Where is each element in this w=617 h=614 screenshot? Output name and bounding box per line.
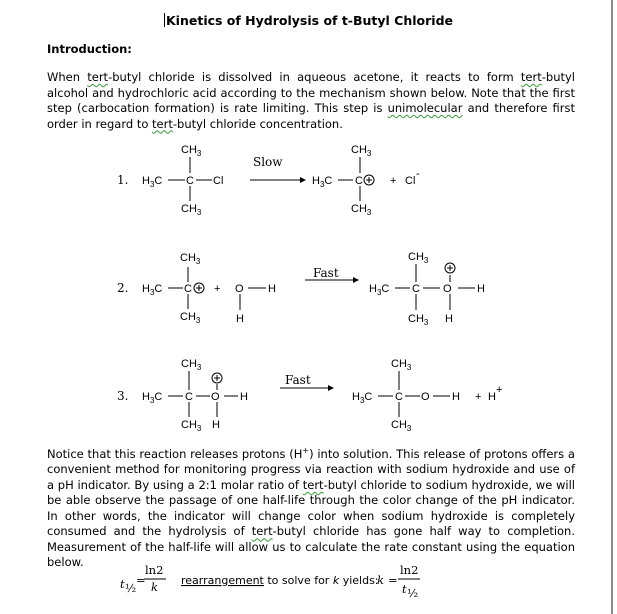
r1-condition: Slow: [253, 155, 283, 169]
svg-text:C: C: [355, 175, 363, 187]
svg-text:CH3: $CH_3$: [180, 252, 201, 266]
svg-text:C: C: [395, 391, 403, 403]
svg-text:H3C: $H_3C$: [142, 391, 163, 405]
svg-text:CH3: $CH_3$: [181, 358, 202, 372]
svg-text:O: O: [211, 391, 220, 403]
text-cursor: [164, 13, 165, 27]
svg-text:=: =: [388, 573, 398, 587]
svg-text:ln2: ln2: [145, 563, 164, 577]
svg-text:H: H: [236, 313, 244, 325]
svg-text:O: O: [421, 391, 430, 403]
svg-text:Cl: Cl: [405, 175, 416, 187]
svg-text:k: k: [377, 573, 384, 587]
reaction-3-number: 3.: [117, 389, 129, 403]
svg-text:H: H: [240, 391, 248, 403]
svg-text:+: +: [475, 391, 482, 403]
svg-text:k: k: [151, 580, 158, 594]
svg-text:C: C: [186, 175, 194, 187]
svg-text:rearrangement to solve for k y: rearrangement to solve for k yields:: [181, 574, 379, 587]
reaction-2-number: 2.: [117, 281, 129, 295]
discussion-paragraph: Notice that this reaction releases protons (H+) into solution. This release of protons offers a convenient method for monitoring progress via reaction with sodium hydroxide and use of a pH indicator. By using a 2:1 molar ratio of tert-butyl chloride to sodium hydroxide, we will be able observe the passage of one half-life through the color change of the pH indicator. In other words, the indicator will change color when sodium hydroxide is completely consumed and the hydrolysis of tert-butyl chloride has gone half way to completion. Measurement of the half-life will allow us to calculate the rate constant using the equation below.: [47, 446, 576, 570]
introduction-heading: Introduction:: [47, 42, 132, 56]
svg-text:C: C: [185, 391, 193, 403]
svg-text:H: H: [488, 391, 496, 403]
svg-text:CH3: $CH_3$: [408, 251, 429, 265]
svg-text:C: C: [412, 283, 420, 295]
reaction-1-number: 1.: [117, 173, 129, 187]
r2-condition: Fast: [313, 266, 339, 280]
svg-text:-: -: [416, 168, 420, 180]
svg-text:H: H: [445, 313, 453, 325]
svg-text:O: O: [443, 283, 452, 295]
reaction-mechanism: [0, 130, 617, 435]
svg-text:+: +: [496, 384, 503, 396]
title-text: Kinetics of Hydrolysis of t-Butyl Chloride: [166, 13, 453, 28]
svg-text:Cl: Cl: [213, 175, 224, 187]
svg-text:t: t: [402, 582, 407, 596]
svg-text:O: O: [235, 283, 244, 295]
svg-text:+: +: [214, 283, 221, 295]
svg-text:CH3: $CH_3$: [391, 419, 412, 433]
svg-text:H3C: $H_3C$: [312, 175, 333, 189]
svg-text:½: ½: [407, 586, 419, 600]
svg-text:H: H: [212, 419, 220, 431]
svg-text:H: H: [452, 391, 460, 403]
svg-text:CH3: $CH_3$: [351, 203, 372, 217]
svg-text:½: ½: [125, 581, 137, 595]
svg-text:CH3: $CH_3$: [181, 419, 202, 433]
svg-text:H3C: $H_3C$: [352, 391, 373, 405]
svg-text:=: =: [136, 573, 146, 587]
svg-text:t: t: [120, 577, 125, 591]
r3-condition: Fast: [285, 373, 311, 387]
svg-text:CH3: $CH_3$: [181, 203, 202, 217]
svg-text:H: H: [477, 283, 485, 295]
svg-text:H3C: $H_3C$: [142, 283, 163, 297]
svg-text:+: +: [390, 175, 397, 187]
svg-text:H3C: $H_3C$: [369, 283, 390, 297]
svg-text:CH3: $CH_3$: [180, 311, 201, 325]
svg-text:H: H: [268, 283, 276, 295]
svg-text:CH3: $CH_3$: [408, 313, 429, 327]
document-title: [0, 13, 617, 28]
svg-text:CH3: $CH_3$: [391, 358, 412, 372]
introduction-paragraph: When tert-butyl chloride is dissolved in aqueous acetone, it reacts to form tert-butyl alcohol and hydrochloric acid according to the mechanism shown below. Note that the first step (carbocation formation) is rate limiting. This step is unimolecular and therefore first order in regard to tert-butyl chloride concentration.: [47, 70, 576, 131]
svg-text:C: C: [184, 283, 192, 295]
svg-text:CH3: $CH_3$: [351, 144, 372, 158]
r1-reactant-left: $H_3C$: [142, 175, 163, 189]
svg-text:CH3: $CH_3$: [181, 144, 202, 158]
svg-text:ln2: ln2: [400, 563, 419, 577]
half-life-equation: [0, 560, 617, 614]
